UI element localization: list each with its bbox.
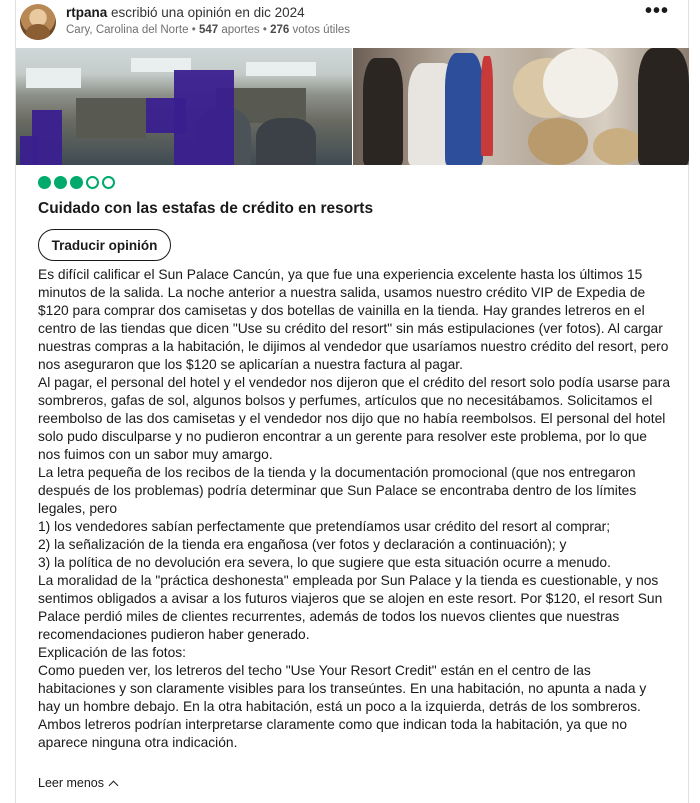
avatar[interactable] bbox=[20, 4, 56, 40]
photo-detail bbox=[638, 48, 689, 165]
photo-detail bbox=[76, 98, 146, 138]
photo-detail bbox=[256, 118, 316, 165]
review-paragraph: Al pagar, el personal del hotel y el vendedor nos dijeron que el crédito del resort solo podía usarse para sombreros, gafas de sol, algunos bolsos y perfumes, artículos que no necesitábamos. Solicitamos el reembolso de las dos camisetas y el vendedor nos dijo que no había reembolsos. El personal del hotel solo pudo disculparse y no pudieron encontrar a un gerente para resolver este problema, por lo que nos fuimos con un sabor muy amargo. bbox=[38, 375, 670, 462]
rating-bubble-empty-icon bbox=[86, 176, 99, 189]
photo-detail bbox=[543, 48, 618, 118]
votes-label: votos útiles bbox=[292, 24, 351, 36]
more-options-icon[interactable]: ••• bbox=[644, 0, 669, 22]
review-paragraph: 1) los vendedores sabían perfectamente que pretendíamos usar crédito del resort al comprar; bbox=[38, 519, 611, 534]
rating-bubble-filled-icon bbox=[54, 176, 67, 189]
chevron-up-icon bbox=[109, 780, 119, 790]
photo-detail bbox=[246, 62, 316, 76]
photo-detail bbox=[26, 68, 81, 88]
review-photo-store-1[interactable] bbox=[16, 48, 352, 165]
photo-detail bbox=[363, 58, 403, 165]
photo-detail bbox=[481, 56, 493, 156]
read-less-link[interactable] bbox=[38, 776, 117, 790]
photo-detail bbox=[593, 128, 643, 165]
review-photo-store-2[interactable] bbox=[353, 48, 689, 165]
photo-detail bbox=[528, 118, 588, 165]
review-paragraph: La letra pequeña de los recibos de la tienda y la documentación promocional (que nos entregaron después de los problemas) podría determinar que Sun Palace se encontraba dentro de los límites legales, pero bbox=[38, 465, 637, 516]
review-paragraph: Explicación de las fotos: bbox=[38, 645, 187, 660]
review-body bbox=[38, 266, 670, 752]
rating-bubbles bbox=[38, 176, 115, 189]
author-location: Cary, Carolina del Norte bbox=[66, 24, 189, 36]
username-link[interactable]: rtpana bbox=[66, 5, 108, 20]
author-meta: Cary, Carolina del Norte • 547 aportes • 276 votos útiles bbox=[66, 24, 351, 36]
rating-bubble-filled-icon bbox=[38, 176, 51, 189]
review-title: Cuidado con las estafas de crédito en resorts bbox=[38, 200, 374, 217]
rating-bubble-empty-icon bbox=[102, 176, 115, 189]
review-paragraph: 3) la política de no devolución era severa, lo que sugiere que esta situación ocurre a menudo. bbox=[38, 555, 611, 570]
wrote-text: escribió una opinión en dic 2024 bbox=[111, 5, 305, 20]
censor-mark bbox=[20, 136, 38, 165]
votes-count: 276 bbox=[270, 24, 290, 36]
translate-review-button[interactable]: Traducir opinión bbox=[38, 229, 171, 261]
review-author-line bbox=[66, 5, 305, 20]
review-photos bbox=[16, 48, 689, 165]
photo-detail bbox=[445, 53, 483, 165]
review-paragraph: Es difícil calificar el Sun Palace Cancún, ya que fue una experiencia excelente hasta los últimos 15 minutos de la salida. La noche anterior a nuestra salida, usamos nuestro crédito VIP de Expedia de $120 para comprar dos camisetas y dos botellas de vainilla en la tienda. Hay grandes letreros en el centro de las tiendas que dicen "Use su crédito del resort" sin más estipulaciones (ver fotos). Al cargar nuestras compras a la habitación, le dijimos al vendedor que usaríamos nuestro crédito del resort, pero nos aseguraron que los $120 se aplicarían a nuestra factura al pagar. bbox=[38, 267, 669, 372]
contributions-count: 547 bbox=[198, 24, 219, 36]
review-paragraph: Como pueden ver, los letreros del techo "Use Your Resort Credit" están en el centro de las habitaciones y son claramente visibles para los transeúntes. En una habitación, no apunta a nada y hay un hombre debajo. En la otra habitación, está un poco a la izquierda, detrás de los sombreros. Ambos letreros podrían interpretarse claramente como que indican toda la habitación, ya que no aparece ninguna otra indicación. bbox=[38, 663, 647, 750]
review-header bbox=[20, 0, 680, 46]
contributions-label: aportes bbox=[221, 24, 260, 36]
censor-mark bbox=[146, 98, 186, 133]
review-paragraph: 2) la señalización de la tienda era engañosa (ver fotos y declaración a continuación); y bbox=[38, 537, 567, 552]
rating-bubble-filled-icon bbox=[70, 176, 83, 189]
review-paragraph: La moralidad de la "práctica deshonesta" empleada por Sun Palace y la tienda es cuestionable, y nos sentimos obligados a avisar a los futuros viajeros que se alojen en este resort. Por $120, el resort Sun Palace perdió miles de clientes recurrentes, además de todos los nuevos clientes que nuestras recomendaciones pudieron haber generado. bbox=[38, 573, 663, 642]
read-less-label: Leer menos bbox=[38, 776, 105, 790]
